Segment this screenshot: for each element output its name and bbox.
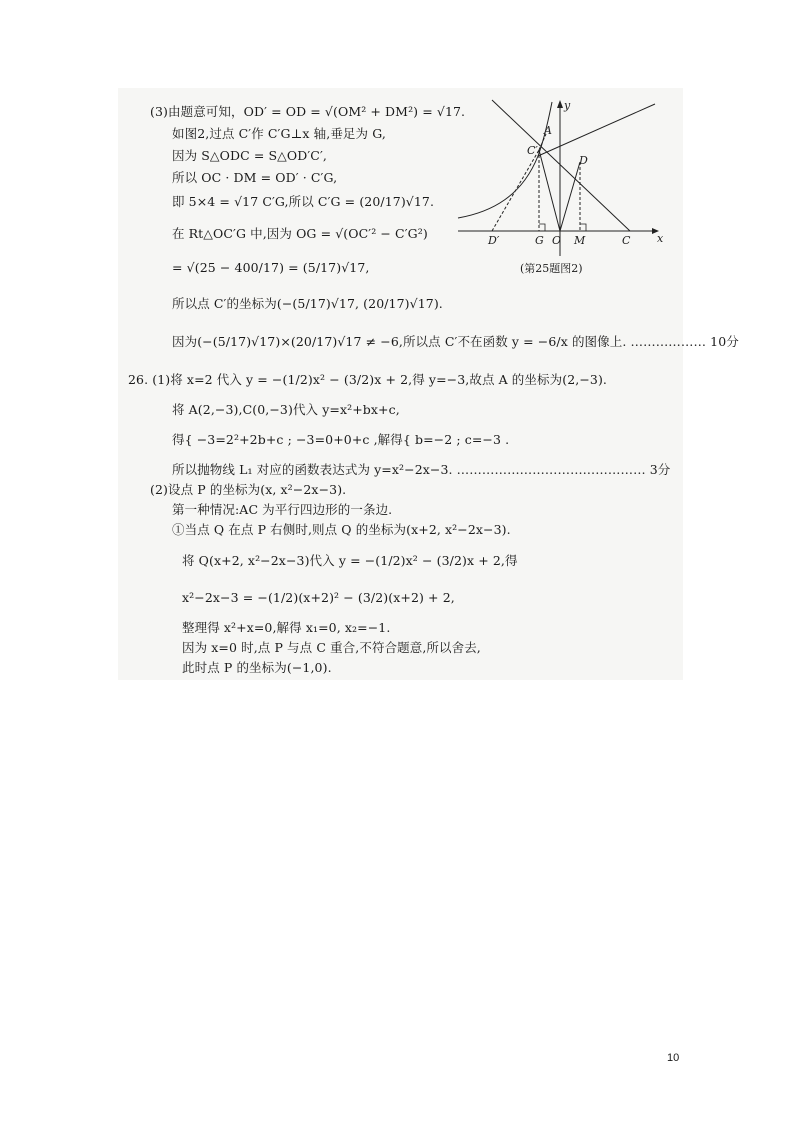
line-25-9: 因为(−(5/17)√17)×(20/17)√17 ≠ −6,所以点 C′不在函数 y = −6/x 的图像上. ……………… 10分 [172,334,739,349]
label-g: G [535,234,544,247]
line-25-6: 在 Rt△OC′G 中,因为 OG = √(OC′² − C′G²) [172,226,428,241]
y-axis-arrow [557,100,563,108]
figure-25-2 [452,96,674,268]
line-26-11: 因为 x=0 时,点 P 与点 C 重合,不符合题意,所以舍去, [182,640,481,655]
label-a: A [544,124,552,137]
page-number: 10 [667,1052,680,1064]
line-26-9: x²−2x−3 = −(1/2)(x+2)² − (3/2)(x+2) + 2, [182,590,455,605]
label-d: D [579,154,588,167]
line-25-2: 如图2,过点 C′作 C′G⊥x 轴,垂足为 G, [172,126,386,141]
label-m: M [574,234,586,247]
segment-o-d [560,162,580,231]
right-angle-g [539,224,545,231]
line-26-5: (2)设点 P 的坐标为(x, x²−2x−3). [150,482,347,497]
line-through-a [538,104,655,156]
line-26-2: 将 A(2,−3),C(0,−3)代入 y=x²+bx+c, [172,402,400,417]
line-26-7: ①当点 Q 在点 P 右侧时,则点 Q 的坐标为(x+2, x²−2x−3). [172,522,511,537]
segment-d1-c1 [492,150,539,231]
right-angle-m [580,224,586,231]
line-26-3: 得{ −3=2²+2b+c ; −3=0+0+c ,解得{ b=−2 ; c=−3 . [172,432,510,447]
line-25-1: (3)由题意可知，OD′ = OD = √(OM² + DM²) = √17. [150,104,466,119]
line-a-c [492,100,630,231]
label-d1: D′ [488,234,500,247]
line-25-5: 即 5×4 = √17 C′G,所以 C′G = (20/17)√17. [172,194,435,209]
line-26-12: 此时点 P 的坐标为(−1,0). [182,660,332,675]
label-o: O [552,234,562,247]
label-c: C [622,234,631,247]
label-y: y [564,99,571,112]
line-26-6: 第一种情况:AC 为平行四边形的一条边. [172,502,393,517]
line-25-8: 所以点 C′的坐标为(−(5/17)√17, (20/17)√17). [172,296,443,311]
line-26-1: 26. (1)将 x=2 代入 y = −(1/2)x² − (3/2)x + 2,得 y=−3,故点 A 的坐标为(2,−3). [128,372,607,387]
line-26-10: 整理得 x²+x=0,解得 x₁=0, x₂=−1. [182,620,391,635]
line-26-4: 所以抛物线 L₁ 对应的函数表达式为 y=x²−2x−3. ……………………………………… 3分 [172,462,671,477]
label-c1: C′ [527,144,538,157]
line-25-4: 所以 OC · DM = OD′ · C′G, [172,170,338,185]
line-25-7: = √(25 − 400/17) = (5/17)√17, [172,260,370,275]
geometry-diagram [452,96,674,268]
label-x: x [657,232,664,245]
line-25-3: 因为 S△ODC = S△OD′C′, [172,148,327,163]
hyperbola-curve [458,102,552,218]
figure-caption: (第25题图2) [520,262,583,275]
line-26-8: 将 Q(x+2, x²−2x−3)代入 y = −(1/2)x² − (3/2)x + 2,得 [182,553,518,568]
